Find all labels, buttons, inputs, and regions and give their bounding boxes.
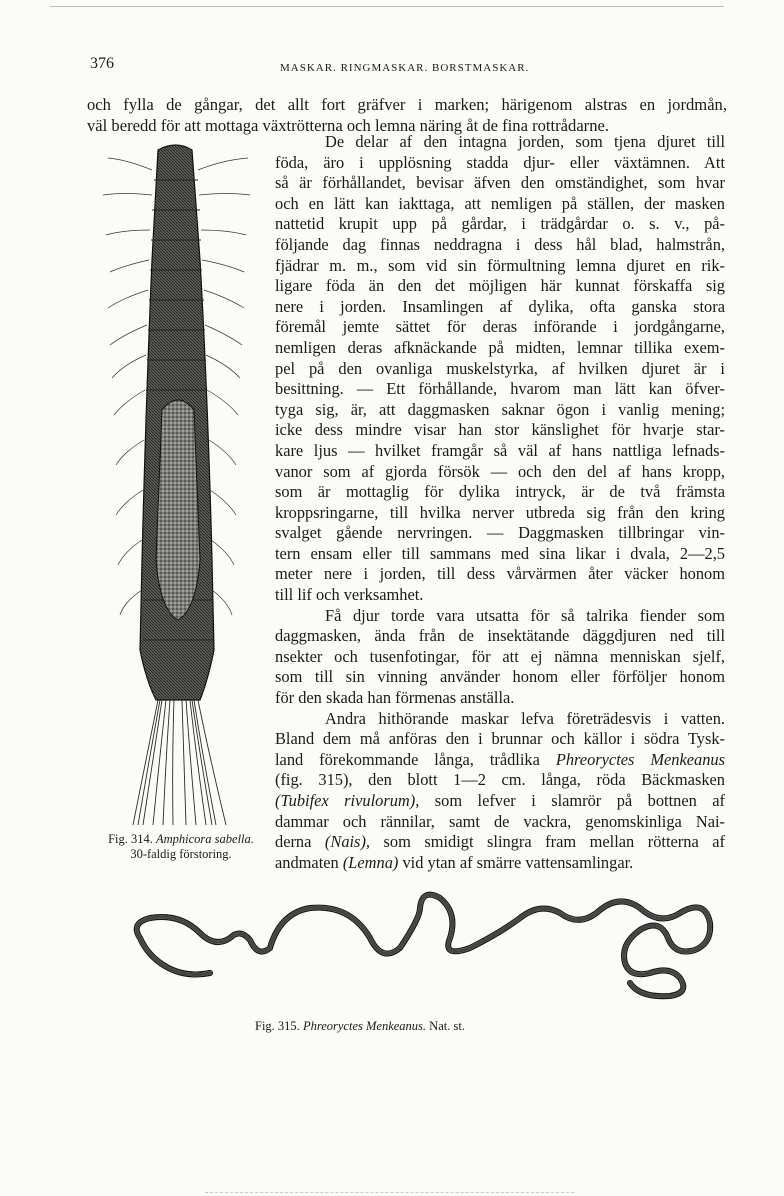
text-line bbox=[275, 750, 725, 771]
species-name: (Tubifex rivulorum), bbox=[275, 791, 420, 810]
scale-note: Nat. st. bbox=[429, 1019, 465, 1033]
figure-315-caption bbox=[255, 1019, 465, 1034]
text-line: ligare föda än den det möjligen här kunnat förskaffa sig bbox=[275, 276, 725, 296]
figure-314-illustration bbox=[88, 140, 268, 830]
figure-label: Fig. 315. bbox=[255, 1019, 300, 1033]
text-line bbox=[275, 853, 725, 874]
bottom-rule bbox=[205, 1192, 574, 1193]
text-segment: som lefver i slamrör på bottnen af bbox=[434, 791, 725, 810]
top-rule bbox=[50, 6, 724, 7]
figure-314-caption bbox=[86, 832, 276, 862]
text-line: daggmasken, ända från de insektätande däggdjuren ned till bbox=[275, 626, 725, 646]
figure-label: Fig. 314. bbox=[108, 832, 153, 846]
genus-name: (Lemna) bbox=[342, 852, 399, 872]
text-line: nattetid krupit upp på gårdar, i trädgårdar o. s. v., på- bbox=[275, 214, 725, 234]
genus-name: (Nais), bbox=[324, 832, 370, 852]
text-line: vanor som af gjorda försök — och den del af hans kropp, bbox=[275, 461, 725, 481]
text-line: tern ensam eller till sammans med sina likar i dvala, 2—2,5 bbox=[275, 543, 725, 563]
text-line: till lif och verksamhet. bbox=[275, 585, 424, 605]
text-line bbox=[275, 832, 725, 853]
text-line: för den skada han förmenas anställa. bbox=[275, 688, 515, 708]
text-line: väl beredd för att mottaga växtrötterna och lemna näring åt de fina rottrådarne. bbox=[87, 115, 610, 135]
text-line: kroppsringarne, till hvilka nerver utbreda sig från den kring bbox=[275, 502, 725, 522]
text-line: icke dess mindre visar han stor känslighet för hvarje star- bbox=[275, 420, 725, 440]
text-line: föremål jemte sättet för deras införande i jordgångarne, bbox=[275, 317, 725, 337]
species-name: Phreoryctes Menkeanus. bbox=[302, 1019, 427, 1033]
text-segment: land förekommande långa, trådlika bbox=[275, 749, 540, 769]
text-line: dammar och rännilar, samt de vackra, genomskinliga Nai- bbox=[275, 811, 725, 831]
text-line: meter nere i jorden, till dess vårvärmen åter väcker honom bbox=[275, 564, 725, 584]
text-line: svalget gående nervringen. — Daggmasken tillbringar vin- bbox=[275, 523, 725, 543]
opening-paragraph bbox=[87, 95, 727, 136]
text-line: Bland dem må anföras den i brunnar och källor i södra Tysk- bbox=[275, 729, 725, 749]
text-line: och fylla de gångar, det allt fort gräfver i marken; härigenom alstras en jordmån, bbox=[87, 95, 727, 114]
text-segment: vid ytan af smärre vattensamlingar. bbox=[402, 852, 634, 872]
text-line: fjädrar m. m., som vid sin förmultning lemna djuret en rik- bbox=[275, 255, 725, 275]
text-segment: som smidigt slingra fram mellan rötterna af bbox=[383, 832, 725, 852]
magnification-note: 30-faldig förstoring. bbox=[130, 847, 232, 861]
species-name: Amphicora sabella. bbox=[156, 832, 254, 846]
text-line bbox=[275, 791, 725, 812]
text-line: som till sin vinning använder honom eller förföljer honom bbox=[275, 667, 725, 687]
figure-315-illustration bbox=[120, 878, 728, 1013]
text-line: så är förhållandet, bevisar äfven den omständighet, som hvar bbox=[275, 173, 725, 193]
text-segment: derna bbox=[275, 832, 312, 852]
page-number: 376 bbox=[90, 55, 114, 72]
text-line: nemligen deras afknäckande på midten, lemnar tillika exem- bbox=[275, 337, 725, 357]
species-name: Phreoryctes Menkeanus bbox=[555, 749, 725, 769]
text-line: som är mottaglig för dylika intryck, är de två främsta bbox=[275, 482, 725, 502]
text-line: nere i jorden. Insamlingen af dylika, ofta ganska stora bbox=[275, 296, 725, 316]
text-line: besittning. — Ett förhållande, hvarom man lätt kan öfver- bbox=[275, 379, 725, 399]
text-line: pel på den ovanliga muskelstyrka, af hvilken djuret är i bbox=[275, 358, 725, 378]
text-line: kare ljus — hvilket framgår så väl af hans nattliga lefnads- bbox=[275, 440, 725, 460]
text-line: föda, äro i upplösning stadda djur- eller växtämnen. Att bbox=[275, 152, 725, 172]
main-text-column bbox=[275, 132, 725, 873]
text-line: nsekter och tusenfotingar, för att ej nämna menniskan sjelf, bbox=[275, 646, 725, 666]
text-line: och en lätt kan iakttaga, att nemligen på ställen, der masken bbox=[275, 193, 725, 213]
text-line: Andra hithörande maskar lefva företrädesvis i vatten. bbox=[325, 708, 725, 728]
text-segment: andmaten bbox=[275, 852, 339, 872]
text-line: De delar af den intagna jorden, som tjena djuret till bbox=[325, 132, 725, 151]
text-line: tyga sig, är, att daggmasken saknar ögon i vanlig mening; bbox=[275, 399, 725, 419]
text-line: (fig. 315), den blott 1—2 cm. långa, röda Bäckmasken bbox=[275, 770, 725, 790]
text-line: Få djur torde vara utsatta för så talrika fiender som bbox=[325, 605, 725, 625]
running-header: MASKAR. RINGMASKAR. BORSTMASKAR. bbox=[280, 62, 530, 74]
text-line: följande dag finnas neddragna i dess hål blad, halmstrån, bbox=[275, 234, 725, 254]
